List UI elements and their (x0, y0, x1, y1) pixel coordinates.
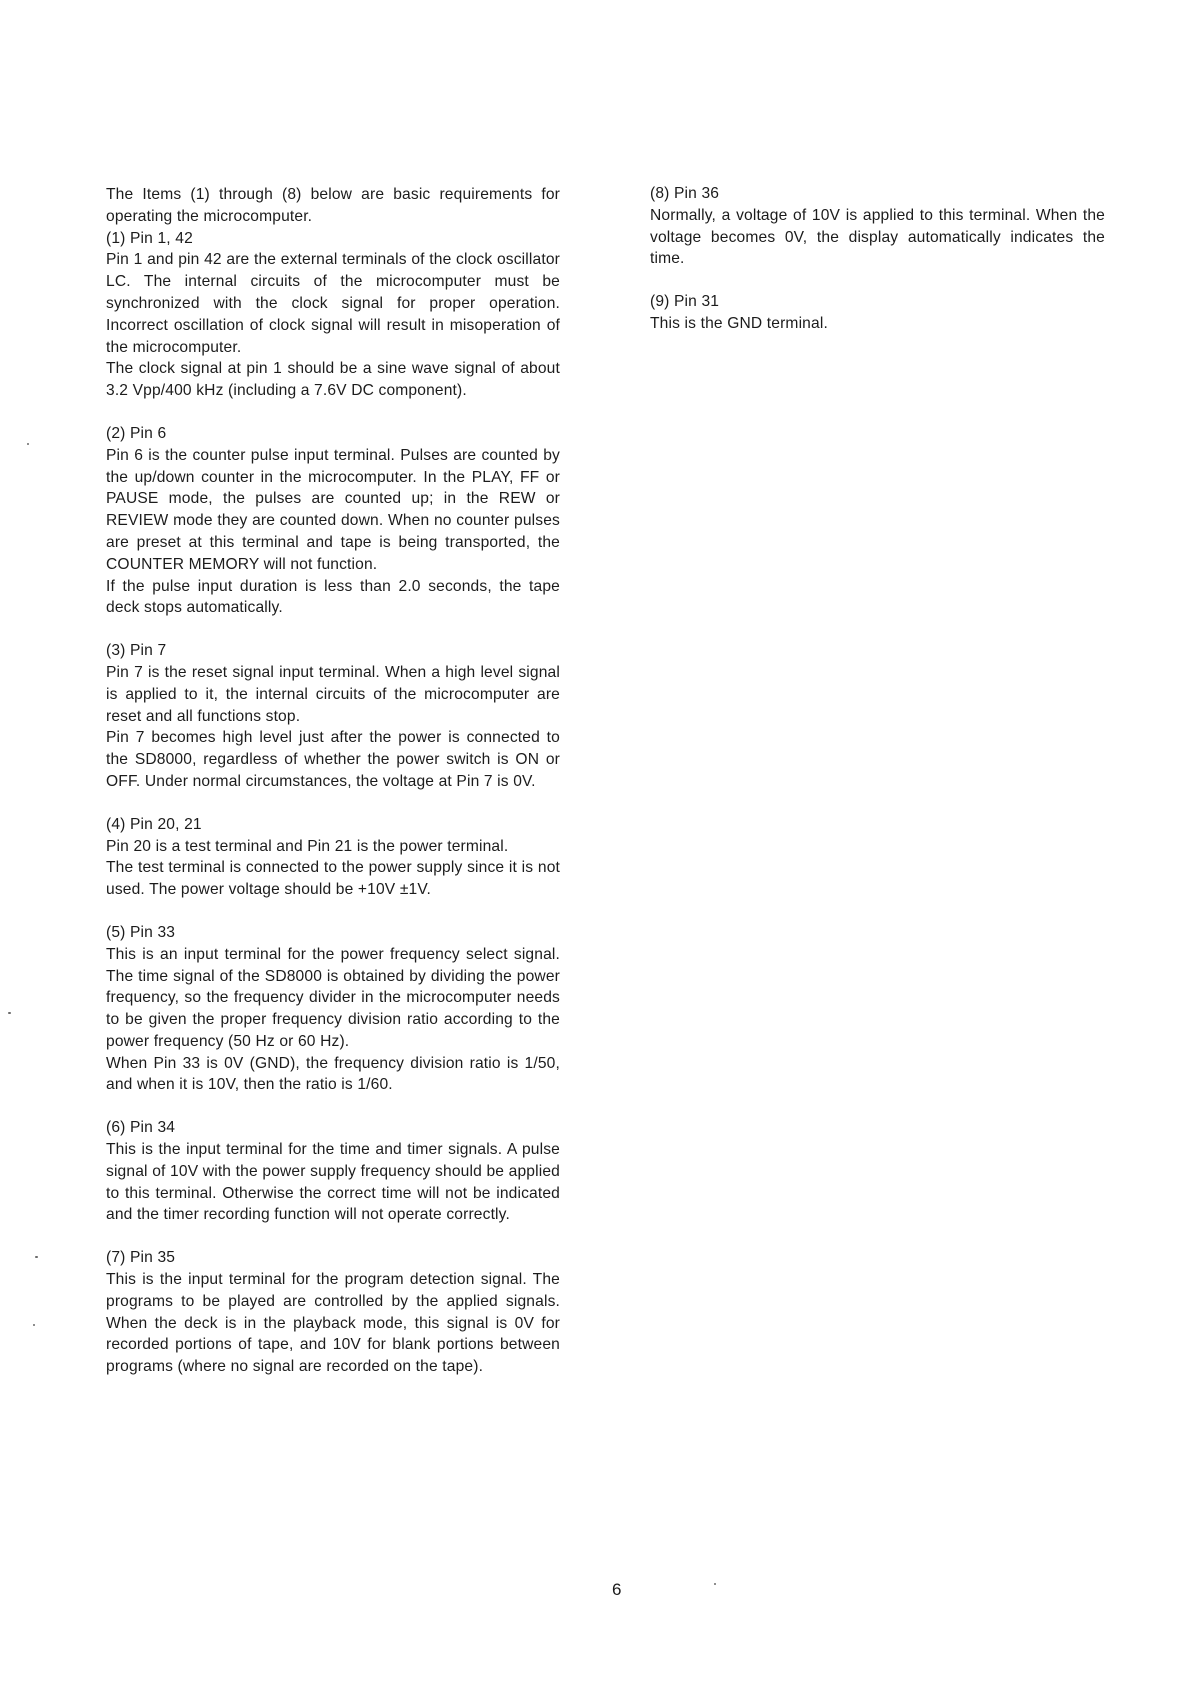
page-number: 6 (612, 1580, 622, 1599)
section-paragraph: The test terminal is connected to the power supply since it is not used. The power voltage should be +10V ±1V. (106, 859, 560, 899)
section-pin-31 (650, 291, 1105, 335)
section-paragraph: This is the input terminal for the program detection signal. The programs to be played are controlled by the applied signals. When the deck is in the playback mode, this signal is 0V for recorded portions of tape, and 10V for blank portions between programs (where no signal are recorded on the tape). (106, 1271, 560, 1376)
section-heading-pin-6: (2) Pin 6 (106, 424, 167, 442)
section-paragraph: The clock signal at pin 1 should be a sine wave signal of about 3.2 Vpp/400 kHz (including a 7.6V DC component). (106, 360, 560, 400)
scan-speck (8, 1012, 11, 1014)
section-pin-36 (650, 183, 1105, 270)
section-paragraph: This is the input terminal for the time and timer signals. A pulse signal of 10V with the power supply frequency should be applied to this terminal. Otherwise the correct time will not be indicated and the timer recording function will not operate correctly. (106, 1141, 560, 1224)
section-heading-pin-20-21: (4) Pin 20, 21 (106, 815, 202, 833)
section-paragraph: Normally, a voltage of 10V is applied to this terminal. When the voltage becomes 0V, the display automatically indicates the time. (650, 206, 1105, 268)
section-paragraph: Pin 7 becomes high level just after the power is connected to the SD8000, regardless of whether the power switch is ON or OFF. Under normal circumstances, the voltage at Pin 7 is 0V. (106, 729, 560, 790)
section-pin-34 (106, 1117, 560, 1226)
section-heading-pin-35: (7) Pin 35 (106, 1249, 176, 1267)
scan-speck (35, 1256, 38, 1258)
section-heading-pin-7: (3) Pin 7 (106, 642, 167, 660)
section-heading-pin-36: (8) Pin 36 (650, 185, 720, 202)
section-heading-pin-34: (6) Pin 34 (106, 1119, 176, 1137)
section-heading-pin-33: (5) Pin 33 (106, 923, 176, 941)
intro-block (106, 184, 560, 402)
section-pin-33 (106, 922, 560, 1096)
section-pin-20-21 (106, 814, 560, 901)
scan-speck (27, 443, 29, 445)
section-pin-35 (106, 1247, 560, 1378)
section-paragraph: When Pin 33 is 0V (GND), the frequency division ratio is 1/50, and when it is 10V, then the ratio is 1/60. (106, 1054, 560, 1094)
section-paragraph: Pin 1 and pin 42 are the external terminals of the clock oscillator LC. The internal circuits of the microcomputer must be synchronized with the clock signal for proper operation. Incorrect oscillation of clock signal will result in misoperation of the microcomputer. (106, 251, 560, 356)
scan-speck (33, 1324, 35, 1326)
left-column (106, 184, 560, 1378)
section-paragraph: This is an input terminal for the power frequency select signal. The time signal of the SD8000 is obtained by dividing the power frequency, so the frequency divider in the microcomputer needs to be given the proper frequency division ratio according to the power frequency (50 Hz or 60 Hz). (106, 945, 560, 1050)
section-pin-6 (106, 423, 560, 619)
section-paragraph: This is the GND terminal. (650, 314, 828, 332)
section-paragraph: Pin 6 is the counter pulse input terminal. Pulses are counted by the up/down counter in the microcomputer. In the PLAY, FF or PAUSE mode, the pulses are counted up; in the REW or REVIEW mode they are counted down. When no counter pulses are preset at this terminal and tape is being transported, the COUNTER MEMORY will not function. (106, 446, 560, 573)
section-paragraph: Pin 20 is a test terminal and Pin 21 is the power terminal. (106, 837, 509, 855)
right-column (650, 183, 1105, 335)
section-heading-pin-1-42: (1) Pin 1, 42 (106, 229, 193, 247)
section-heading-pin-31: (9) Pin 31 (650, 293, 720, 311)
section-paragraph: Pin 7 is the reset signal input terminal. When a high level signal is applied to it, the internal circuits of the microcomputer are reset and all functions stop. (106, 663, 560, 725)
section-pin-7 (106, 640, 560, 793)
scan-speck (714, 1583, 716, 1585)
section-paragraph: If the pulse input duration is less than 2.0 seconds, the tape deck stops automatically. (106, 577, 560, 617)
intro-paragraph: The Items (1) through (8) below are basic requirements for operating the microcomputer. (106, 186, 560, 225)
